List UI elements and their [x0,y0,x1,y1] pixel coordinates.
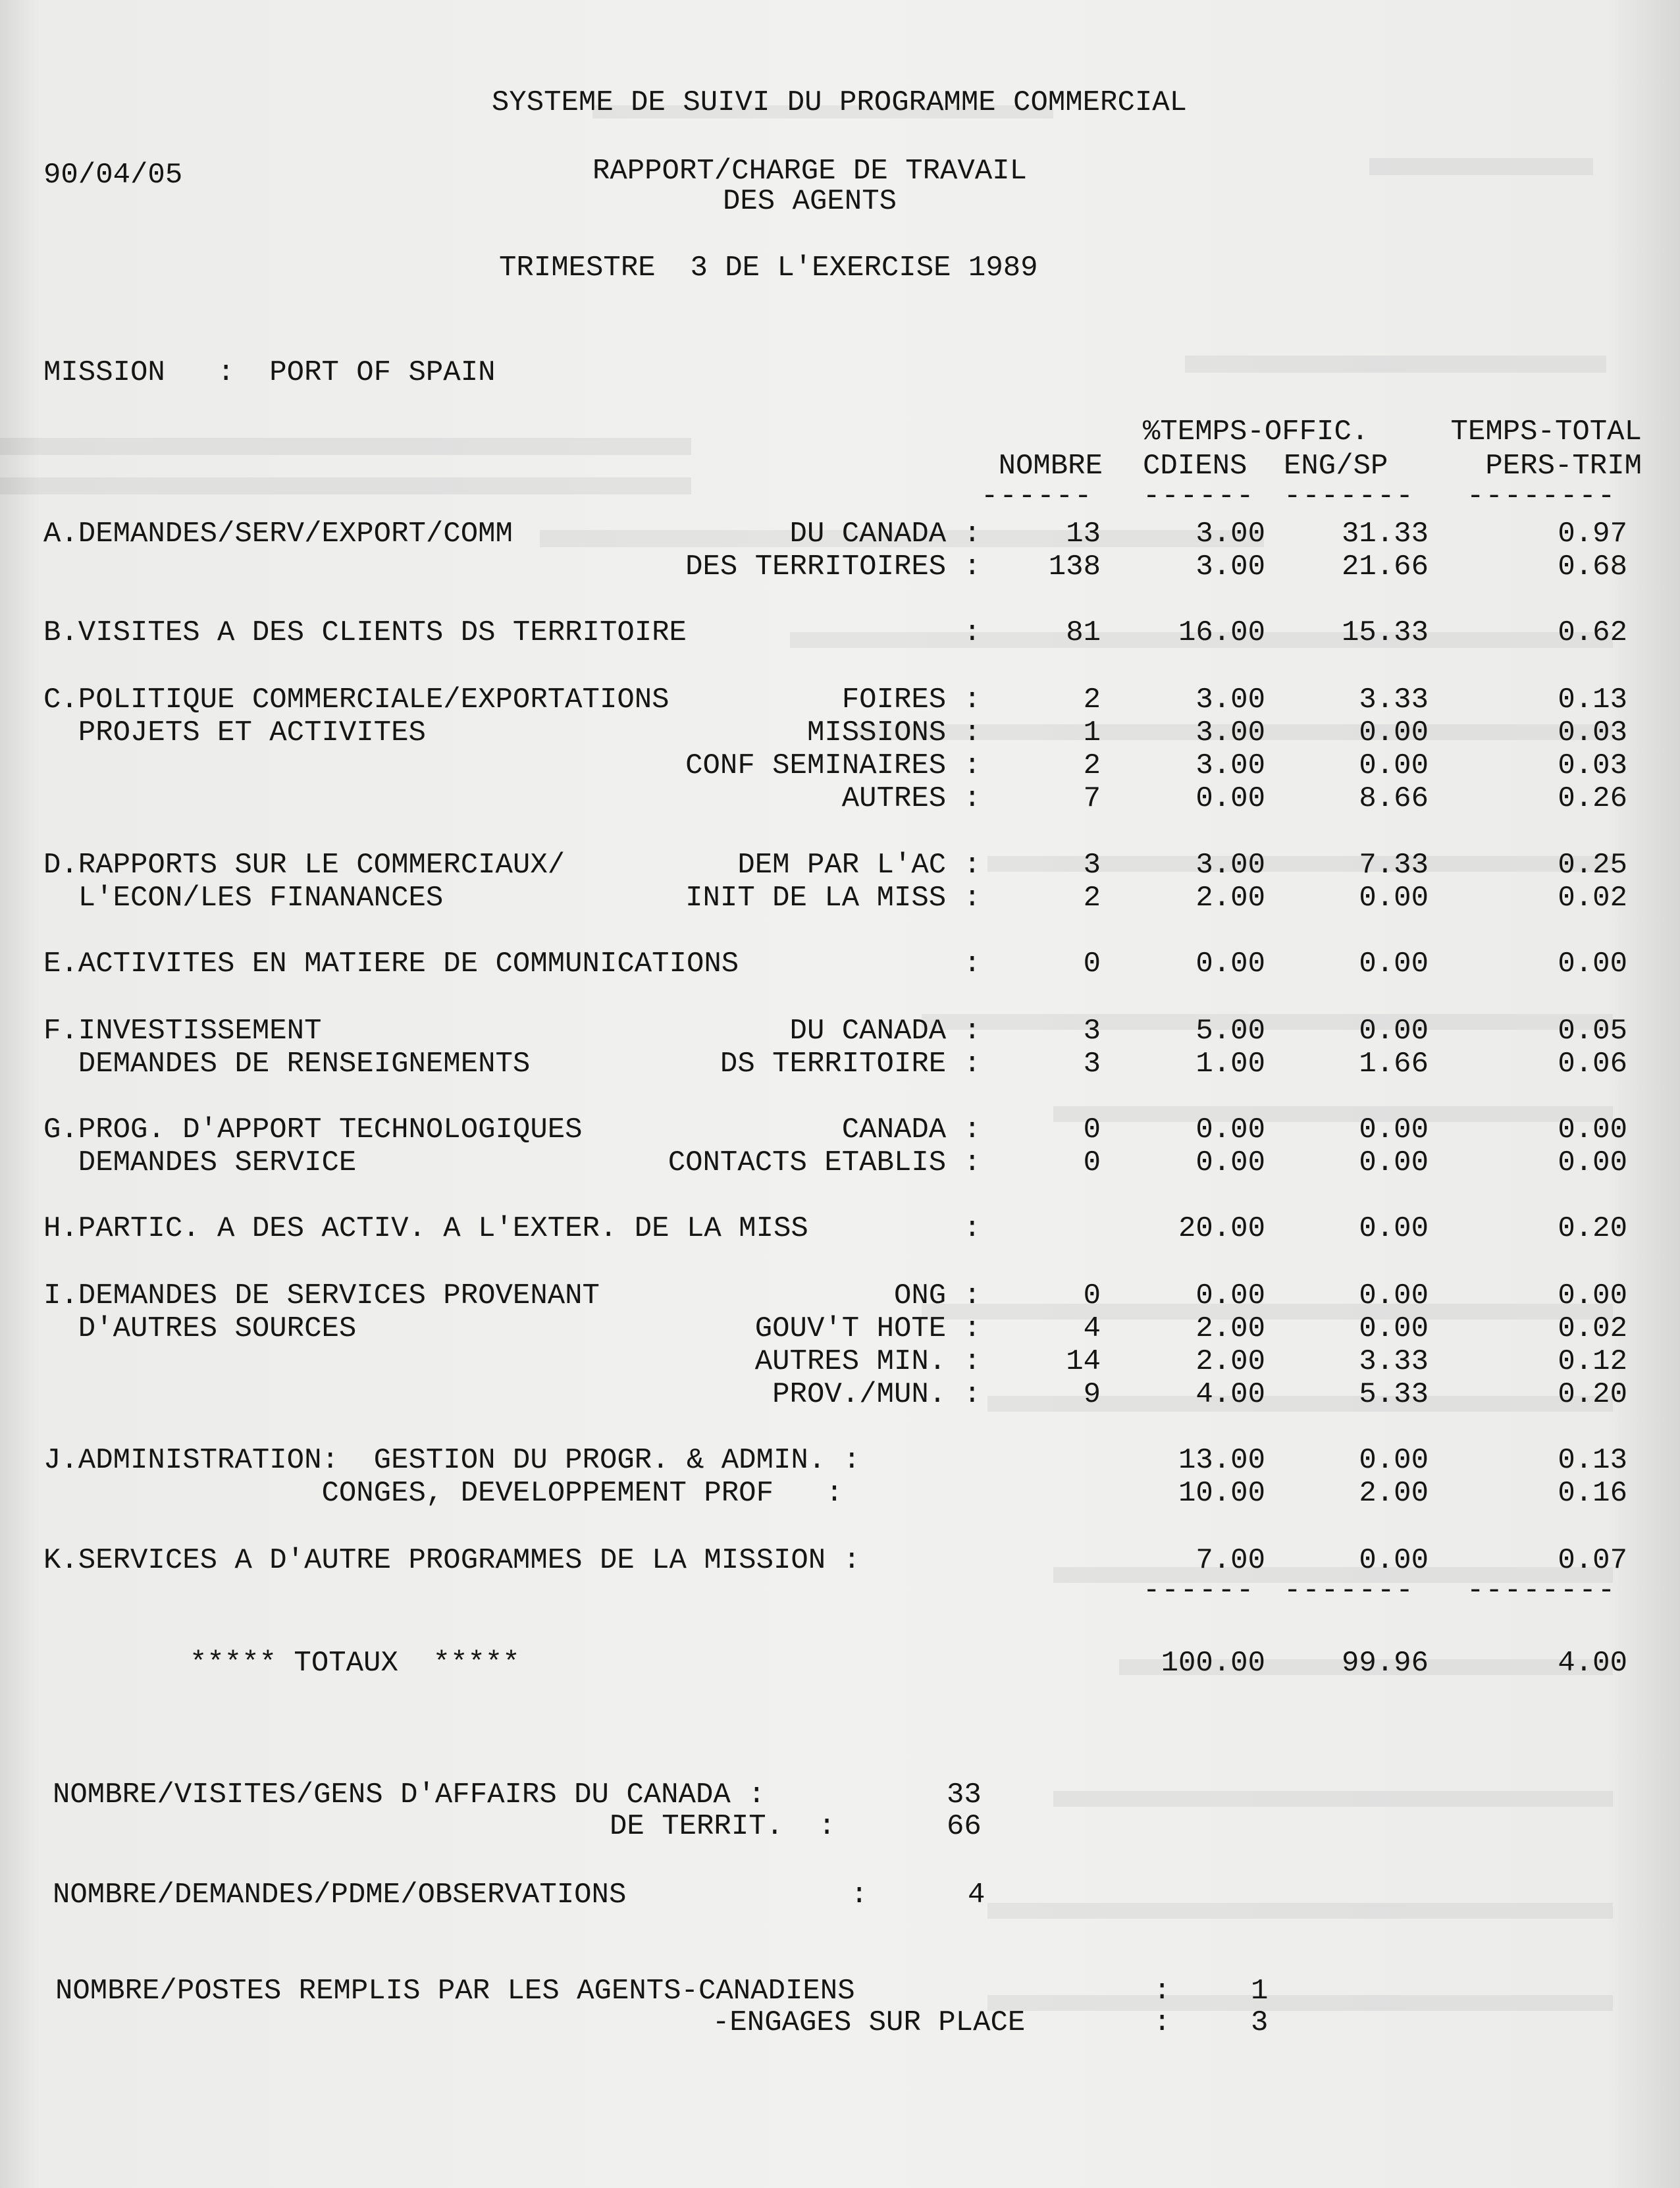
row-nombre-cell: 13 [1066,518,1101,550]
row-perstrim-cell: 0.02 [1558,1312,1627,1345]
col-total-header: TEMPS-TOTAL [1450,415,1642,448]
fiscal-period: TRIMESTRE 3 DE L'EXERCISE 1989 [499,252,1038,284]
demandes-colon: : [851,1879,868,1911]
row-perstrim-cell: 0.16 [1558,1477,1627,1510]
row-subcategory-label: DS TERRITOIRE : [720,1048,981,1081]
row-perstrim-cell: 0.03 [1558,749,1627,782]
row-subcategory-label: DEM PAR L'AC : [737,849,981,882]
row-nombre-cell: 81 [1066,616,1101,649]
row-perstrim-cell: 0.06 [1558,1048,1627,1081]
row-engsp-cell: 0.00 [1359,1015,1429,1048]
row-cdiens-cell: 2.00 [1195,1312,1265,1345]
row-perstrim-cell: 0.07 [1558,1544,1627,1577]
row-cdiens-cell: 3.00 [1195,683,1265,716]
row-cdiens-cell: 3.00 [1195,749,1265,782]
row-subcategory-label: : [963,1212,981,1245]
row-perstrim-cell: 0.13 [1558,1444,1627,1477]
demandes-label: NOMBRE/DEMANDES/PDME/OBSERVATIONS [53,1879,627,1911]
row-category-label: K.SERVICES A D'AUTRE PROGRAMMES DE LA MISSION : [43,1544,861,1577]
row-perstrim-cell: 0.13 [1558,683,1627,716]
row-perstrim-cell: 0.26 [1558,782,1627,815]
row-category-label: I.DEMANDES DE SERVICES PROVENANT [43,1279,600,1312]
row-subcategory-label: PROV./MUN. : [772,1378,981,1411]
row-cdiens-cell: 0.00 [1195,1113,1265,1146]
row-perstrim-cell: 0.00 [1558,1279,1627,1312]
col-nombre-rule: ------ [981,480,1093,513]
total-rule-perstrim: -------- [1467,1574,1617,1607]
row-cdiens-cell: 1.00 [1195,1048,1265,1081]
row-category-label: H.PARTIC. A DES ACTIV. A L'EXTER. DE LA MISS [43,1212,808,1245]
row-cdiens-cell: 0.00 [1195,947,1265,980]
row-cdiens-cell: 10.00 [1178,1477,1265,1510]
row-perstrim-cell: 0.02 [1558,882,1627,915]
row-engsp-cell: 7.33 [1359,849,1429,882]
row-subcategory-label: : [963,947,981,980]
postes-engages-label: -ENGAGES SUR PLACE [712,2006,1026,2039]
col-group-header: %TEMPS-OFFIC. [1143,415,1369,448]
row-perstrim-cell: 0.05 [1558,1015,1627,1048]
postes-engages-colon: : [1153,2006,1171,2039]
mission-line: MISSION : PORT OF SPAIN [43,356,496,389]
row-category-label: A.DEMANDES/SERV/EXPORT/COMM [43,518,513,550]
row-nombre-cell [1014,1476,1101,1510]
row-cdiens-cell: 3.00 [1195,518,1265,550]
row-subcategory-label: : [963,616,981,649]
row-nombre-cell: 0 [1083,1279,1101,1312]
col-perstrim-header: PERS-TRIM [1485,450,1642,483]
row-cdiens-cell: 0.00 [1195,1279,1265,1312]
row-subcategory-label: ONG : [893,1279,981,1312]
totals-perstrim: 4.00 [1558,1647,1627,1680]
row-subcategory-label: FOIRES : [841,683,981,716]
row-cdiens-cell: 16.00 [1178,616,1265,649]
row-engsp-cell: 0.00 [1359,1146,1429,1179]
totals-cdiens: 100.00 [1161,1647,1265,1680]
row-category-label: DEMANDES DE RENSEIGNEMENTS [43,1048,531,1081]
row-cdiens-cell: 13.00 [1178,1444,1265,1477]
row-perstrim-cell: 0.12 [1558,1345,1627,1378]
col-nombre-header: NOMBRE [998,450,1103,483]
row-engsp-cell: 8.66 [1359,782,1429,815]
row-engsp-cell: 3.33 [1359,1345,1429,1378]
row-perstrim-cell: 0.62 [1558,616,1627,649]
row-category-label: DEMANDES SERVICE [43,1146,357,1179]
row-engsp-cell: 15.33 [1341,616,1429,649]
row-engsp-cell: 0.00 [1359,749,1429,782]
row-subcategory-label [527,1543,981,1578]
row-category-label: B.VISITES A DES CLIENTS DS TERRITOIRE [43,616,687,649]
row-nombre-cell: 14 [1066,1345,1101,1378]
row-engsp-cell: 0.00 [1359,1444,1429,1477]
row-nombre-cell [1014,1212,1101,1246]
row-engsp-cell: 0.00 [1359,1544,1429,1577]
row-nombre-cell: 3 [1083,1048,1101,1081]
row-subcategory-label: INIT DE LA MISS : [685,882,981,915]
col-engsp-header: ENG/SP [1284,450,1388,483]
report-date: 90/04/05 [43,159,183,192]
row-perstrim-cell: 0.20 [1558,1378,1627,1411]
row-nombre-cell: 0 [1083,1146,1101,1179]
row-nombre-cell: 2 [1083,683,1101,716]
row-subcategory-label: CONF SEMINAIRES : [685,749,981,782]
row-nombre-cell: 9 [1083,1378,1101,1411]
row-subcategory-label: GOUV'T HOTE : [754,1312,981,1345]
row-nombre-cell: 7 [1083,782,1101,815]
row-perstrim-cell: 0.68 [1558,550,1627,583]
row-subcategory-label [527,1476,981,1510]
row-cdiens-cell: 0.00 [1195,782,1265,815]
postes-canadiens-value: 1 [1251,1975,1269,2008]
row-nombre-cell: 4 [1083,1312,1101,1345]
row-category-label: D.RAPPORTS SUR LE COMMERCIAUX/ [43,849,565,882]
row-category-label: C.POLITIQUE COMMERCIALE/EXPORTATIONS [43,683,669,716]
row-nombre-cell: 2 [1083,882,1101,915]
row-nombre-cell: 0 [1083,1113,1101,1146]
totals-label: ***** TOTAUX ***** [190,1647,520,1680]
row-engsp-cell: 0.00 [1359,1113,1429,1146]
col-engsp-rule: ------- [1284,480,1415,513]
row-perstrim-cell: 0.00 [1558,1146,1627,1179]
row-category-label: F.INVESTISSEMENT [43,1015,322,1048]
row-category-label: L'ECON/LES FINANANCES [43,882,444,915]
visites-canada-value: 33 [947,1778,982,1811]
row-nombre-cell: 2 [1083,749,1101,782]
report-title-line1: RAPPORT/CHARGE DE TRAVAIL [592,155,1028,188]
row-cdiens-cell: 20.00 [1178,1212,1265,1245]
postes-canadiens-colon: : [1153,1975,1171,2008]
row-category-label: CONGES, DEVELOPPEMENT PROF : [43,1477,843,1510]
col-cdiens-header: CDIENS [1143,450,1247,483]
visites-canada-label: NOMBRE/VISITES/GENS D'AFFAIRS DU CANADA : [53,1778,766,1811]
row-engsp-cell: 3.33 [1359,683,1429,716]
row-cdiens-cell: 0.00 [1195,1146,1265,1179]
system-title: SYSTEME DE SUIVI DU PROGRAMME COMMERCIAL [491,86,1188,119]
row-engsp-cell: 31.33 [1341,518,1429,550]
postes-canadiens-label: NOMBRE/POSTES REMPLIS PAR LES AGENTS-CANADIENS [55,1975,855,2008]
row-engsp-cell: 5.33 [1359,1378,1429,1411]
row-category-label: G.PROG. D'APPORT TECHNOLOGIQUES [43,1113,583,1146]
row-subcategory-label: DU CANADA : [789,518,981,550]
total-rule-cdiens: ------ [1143,1574,1255,1607]
row-nombre-cell: 138 [1048,550,1101,583]
row-cdiens-cell: 2.00 [1195,1345,1265,1378]
row-cdiens-cell: 5.00 [1195,1015,1265,1048]
row-subcategory-label [527,1443,981,1478]
row-cdiens-cell: 3.00 [1195,716,1265,749]
row-perstrim-cell: 0.03 [1558,716,1627,749]
row-nombre-cell [1014,1543,1101,1578]
col-cdiens-rule: ------ [1143,480,1255,513]
row-category-label: D'AUTRES SOURCES [43,1312,357,1345]
row-engsp-cell: 0.00 [1359,1279,1429,1312]
row-subcategory-label: AUTRES MIN. : [754,1345,981,1378]
row-subcategory-label: MISSIONS : [806,716,981,749]
col-perstrim-rule: -------- [1467,480,1617,513]
demandes-value: 4 [968,1879,985,1911]
row-category-label: J.ADMINISTRATION: GESTION DU PROGR. & ADMIN. : [43,1444,861,1477]
row-cdiens-cell: 7.00 [1195,1544,1265,1577]
row-nombre-cell [1014,1443,1101,1478]
total-rule-engsp: ------- [1284,1574,1415,1607]
row-category-label: PROJETS ET ACTIVITES [43,716,426,749]
row-engsp-cell: 0.00 [1359,1212,1429,1245]
row-cdiens-cell: 2.00 [1195,882,1265,915]
row-nombre-cell: 1 [1083,716,1101,749]
row-subcategory-label: DU CANADA : [789,1015,981,1048]
row-cdiens-cell: 3.00 [1195,550,1265,583]
row-category-label: E.ACTIVITES EN MATIERE DE COMMUNICATIONS [43,947,739,980]
row-subcategory-label: CONTACTS ETABLIS : [668,1146,981,1179]
row-cdiens-cell: 4.00 [1195,1378,1265,1411]
row-engsp-cell: 2.00 [1359,1477,1429,1510]
row-engsp-cell: 0.00 [1359,716,1429,749]
row-engsp-cell: 1.66 [1359,1048,1429,1081]
row-nombre-cell: 3 [1083,1015,1101,1048]
visites-territ-label: DE TERRIT. : [610,1810,836,1843]
row-subcategory-label: DES TERRITOIRES : [685,550,981,583]
row-engsp-cell: 0.00 [1359,882,1429,915]
row-perstrim-cell: 0.97 [1558,518,1627,550]
row-subcategory-label: CANADA : [841,1113,981,1146]
row-perstrim-cell: 0.25 [1558,849,1627,882]
row-perstrim-cell: 0.20 [1558,1212,1627,1245]
row-nombre-cell: 0 [1083,947,1101,980]
row-engsp-cell: 21.66 [1341,550,1429,583]
row-nombre-cell: 3 [1083,849,1101,882]
row-subcategory-label: AUTRES : [841,782,981,815]
row-perstrim-cell: 0.00 [1558,947,1627,980]
row-cdiens-cell: 3.00 [1195,849,1265,882]
visites-territ-value: 66 [947,1810,982,1843]
totals-engsp: 99.96 [1341,1647,1429,1680]
postes-engages-value: 3 [1251,2006,1269,2039]
report-title-line2: DES AGENTS [722,185,897,218]
row-perstrim-cell: 0.00 [1558,1113,1627,1146]
row-engsp-cell: 0.00 [1359,947,1429,980]
row-engsp-cell: 0.00 [1359,1312,1429,1345]
